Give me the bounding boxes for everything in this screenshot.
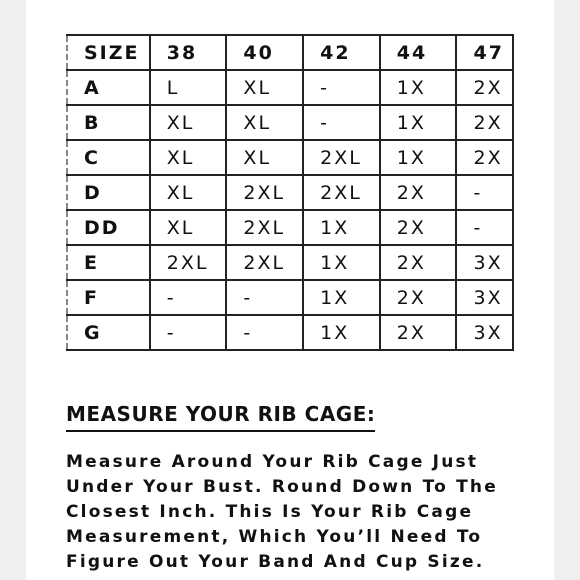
size-cell: 3X — [456, 245, 513, 280]
column-header: 40 — [226, 35, 303, 70]
size-cell: 2XL — [226, 210, 303, 245]
size-cell: 1X — [380, 140, 457, 175]
size-cell: XL — [226, 70, 303, 105]
size-cell: 2XL — [226, 245, 303, 280]
column-header: 42 — [303, 35, 380, 70]
size-cell: XL — [150, 105, 227, 140]
size-cell: 2X — [380, 210, 457, 245]
size-cell: 2XL — [303, 175, 380, 210]
size-cell: 1X — [303, 210, 380, 245]
size-cell: - — [150, 280, 227, 315]
size-cell: 2X — [380, 315, 457, 350]
size-cell: 1X — [303, 315, 380, 350]
size-cell: - — [456, 175, 513, 210]
cup-size-cell: D — [67, 175, 150, 210]
table-row — [67, 280, 513, 315]
size-cell: 2XL — [226, 175, 303, 210]
size-cell: 2X — [380, 175, 457, 210]
table-row — [67, 175, 513, 210]
size-cell: 3X — [456, 315, 513, 350]
cup-size-cell: B — [67, 105, 150, 140]
cup-size-cell: F — [67, 280, 150, 315]
document-page — [26, 0, 554, 580]
size-cell: 2X — [456, 105, 513, 140]
size-cell: L — [150, 70, 227, 105]
column-header: 47 — [456, 35, 513, 70]
size-cell: - — [303, 70, 380, 105]
column-header: 38 — [150, 35, 227, 70]
size-cell: XL — [150, 210, 227, 245]
size-cell: - — [226, 315, 303, 350]
table-row — [67, 315, 513, 350]
size-cell: XL — [226, 140, 303, 175]
size-cell: XL — [150, 140, 227, 175]
size-cell: - — [303, 105, 380, 140]
size-cell: 1X — [380, 105, 457, 140]
table-row — [67, 245, 513, 280]
cup-size-cell: DD — [67, 210, 150, 245]
size-cell: 2XL — [150, 245, 227, 280]
column-header: 44 — [380, 35, 457, 70]
size-cell: - — [456, 210, 513, 245]
table-row — [67, 210, 513, 245]
size-cell: 1X — [303, 245, 380, 280]
size-cell: XL — [226, 105, 303, 140]
size-cell: 1X — [303, 280, 380, 315]
table-row — [67, 70, 513, 105]
size-cell: 2XL — [303, 140, 380, 175]
cup-size-cell: E — [67, 245, 150, 280]
measurement-instructions: Measure Around Your Rib Cage Just Under Your Bust. Round Down To The Closest Inch. This Is Your Rib Cage Measurement, Which You’ll Need To Figure Out Your Band And Cup Size. — [66, 452, 498, 572]
column-header: SIZE — [67, 35, 150, 70]
size-chart-table — [66, 34, 514, 351]
cup-size-cell: A — [67, 70, 150, 105]
cup-size-cell: C — [67, 140, 150, 175]
size-cell: 1X — [380, 70, 457, 105]
table-row — [67, 140, 513, 175]
size-cell: XL — [150, 175, 227, 210]
size-cell: 2X — [456, 140, 513, 175]
size-cell: 2X — [380, 245, 457, 280]
section-heading: MEASURE YOUR RIB CAGE: — [66, 402, 375, 432]
size-cell: 2X — [380, 280, 457, 315]
size-cell: - — [226, 280, 303, 315]
size-cell: 2X — [456, 70, 513, 105]
table-row — [67, 105, 513, 140]
cup-size-cell: G — [67, 315, 150, 350]
size-cell: - — [150, 315, 227, 350]
size-cell: 3X — [456, 280, 513, 315]
table-header-row — [67, 35, 513, 70]
